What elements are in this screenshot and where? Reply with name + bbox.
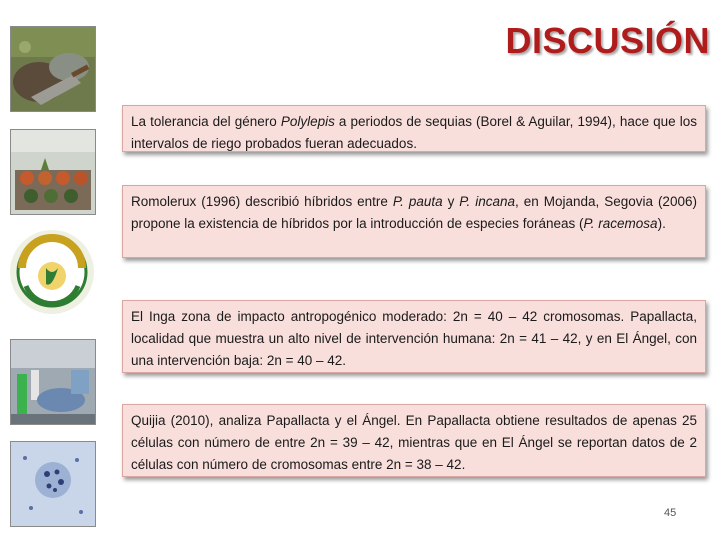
chromosome-microscopy-photo xyxy=(10,441,96,527)
page-number: 45 xyxy=(664,507,677,519)
lab-bench-photo xyxy=(10,339,96,425)
paragraph-1-text-c: a periodos de sequias (Borel & Aguilar, 1994), hace que los intervalos de riego probados fueran adecuados. xyxy=(131,114,697,151)
paragraph-3-text: El Inga zona de impacto antropogénico moderado: 2n = 40 – 42 cromosomas. Papallacta, localidad que muestra un alto nivel de intervención humana: 2n = 41 – 42, y en El Ángel, con una intervención baja: 2n = 40 – 42. xyxy=(131,309,697,368)
plant-seedlings-photo xyxy=(10,129,96,215)
paragraph-3 xyxy=(122,300,706,373)
paragraph-2-text-e: , en Mojanda, Segovia (2006) propone la existencia de híbridos por la introducción de especies foráneas ( xyxy=(131,194,697,231)
species-name: P. pauta xyxy=(392,194,443,209)
species-name: Polylepis xyxy=(280,114,335,129)
soil-shovel-photo xyxy=(10,26,96,112)
paragraph-2 xyxy=(122,185,706,258)
paragraph-2-text-a: Romolerux (1996) describió híbridos entre xyxy=(131,194,393,209)
paragraph-4-text: Quijia (2010), analiza Papallacta y el Ángel. En Papallacta obtiene resultados de apenas 25 células con número de entre 2n = 39 – 42, mientras que en El Ángel se reportan datos de 2 células con número de cromosomas entre 2n = 38 – 42. xyxy=(131,413,697,472)
paragraph-1 xyxy=(122,105,706,152)
slide-title: DISCUSIÓN xyxy=(505,20,710,61)
species-name: P. incana xyxy=(459,194,516,209)
species-name: P. racemosa xyxy=(583,216,658,231)
paragraph-4 xyxy=(122,404,706,477)
paragraph-2-text-g: ). xyxy=(657,216,666,231)
paragraph-1-text-a: La tolerancia del género xyxy=(131,114,281,129)
paragraph-2-text-c: y xyxy=(442,194,460,209)
university-logo xyxy=(8,228,96,316)
